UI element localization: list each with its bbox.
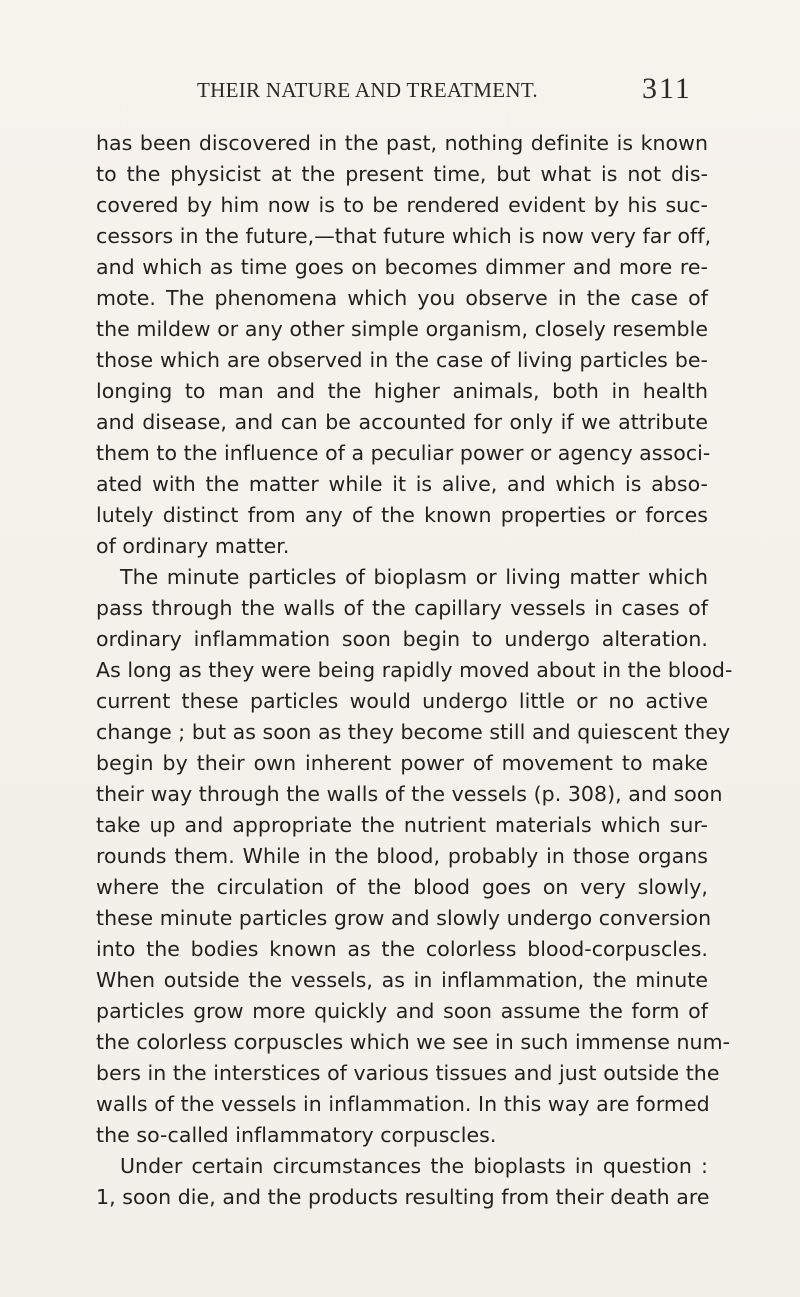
page-number: 311 [642, 72, 692, 105]
text-line: those which are observed in the case of living particles be- [96, 348, 708, 372]
text-line: begin by their own inherent power of movement to make [96, 751, 708, 775]
text-line: their way through the walls of the vessels (p. 308), and soon [96, 782, 723, 806]
text-line: ordinary inflammation soon begin to undergo alteration. [96, 627, 708, 651]
text-line: and which as time goes on becomes dimmer and more re- [96, 255, 708, 279]
text-line: Under certain circumstances the bioplasts in question : [120, 1154, 708, 1178]
text-line: When outside the vessels, as in inflammation, the minute [96, 968, 708, 992]
text-line: pass through the walls of the capillary vessels in cases of [96, 596, 708, 620]
text-line: longing to man and the higher animals, both in health [96, 379, 708, 403]
body-text [96, 128, 733, 1213]
text-line: The minute particles of bioplasm or living matter which [120, 565, 708, 589]
text-line: to the physicist at the present time, but what is not dis- [96, 162, 708, 186]
text-line: cessors in the future,—that future which is now very far off, [96, 224, 712, 248]
text-line: and disease, and can be accounted for only if we attribute [96, 410, 708, 434]
text-line: take up and appropriate the nutrient materials which sur- [96, 813, 708, 837]
text-line: the colorless corpuscles which we see in such immense num- [96, 1030, 731, 1054]
text-line: the so-called inflammatory corpuscles. [96, 1123, 497, 1147]
text-line: them to the influence of a peculiar power or agency associ- [96, 441, 711, 465]
text-line: particles grow more quickly and soon assume the form of [96, 999, 708, 1023]
text-line: of ordinary matter. [96, 534, 290, 558]
text-line: current these particles would undergo little or no active [96, 689, 708, 713]
text-line: mote. The phenomena which you observe in the case of [96, 286, 708, 310]
text-line: ated with the matter while it is alive, and which is abso- [96, 472, 708, 496]
text-line: walls of the vessels in inflammation. In this way are formed [96, 1092, 710, 1116]
text-line: As long as they were being rapidly moved about in the blood- [96, 658, 733, 682]
running-header: THEIR NATURE AND TREATMENT. [197, 78, 538, 102]
text-line: these minute particles grow and slowly undergo conversion [96, 906, 712, 930]
text-line: the mildew or any other simple organism, closely resemble [96, 317, 708, 341]
text-line: rounds them. While in the blood, probably in those organs [96, 844, 708, 868]
text-line: into the bodies known as the colorless blood-corpuscles. [96, 937, 708, 961]
text-line: where the circulation of the blood goes on very slowly, [96, 875, 708, 899]
text-line: covered by him now is to be rendered evident by his suc- [96, 193, 708, 217]
text-line: 1, soon die, and the products resulting from their death are [96, 1185, 710, 1209]
text-line: bers in the interstices of various tissues and just outside the [96, 1061, 720, 1085]
text-line: has been discovered in the past, nothing definite is known [96, 131, 708, 155]
text-line: lutely distinct from any of the known properties or forces [96, 503, 708, 527]
text-line: change ; but as soon as they become still and quiescent they [96, 720, 731, 744]
